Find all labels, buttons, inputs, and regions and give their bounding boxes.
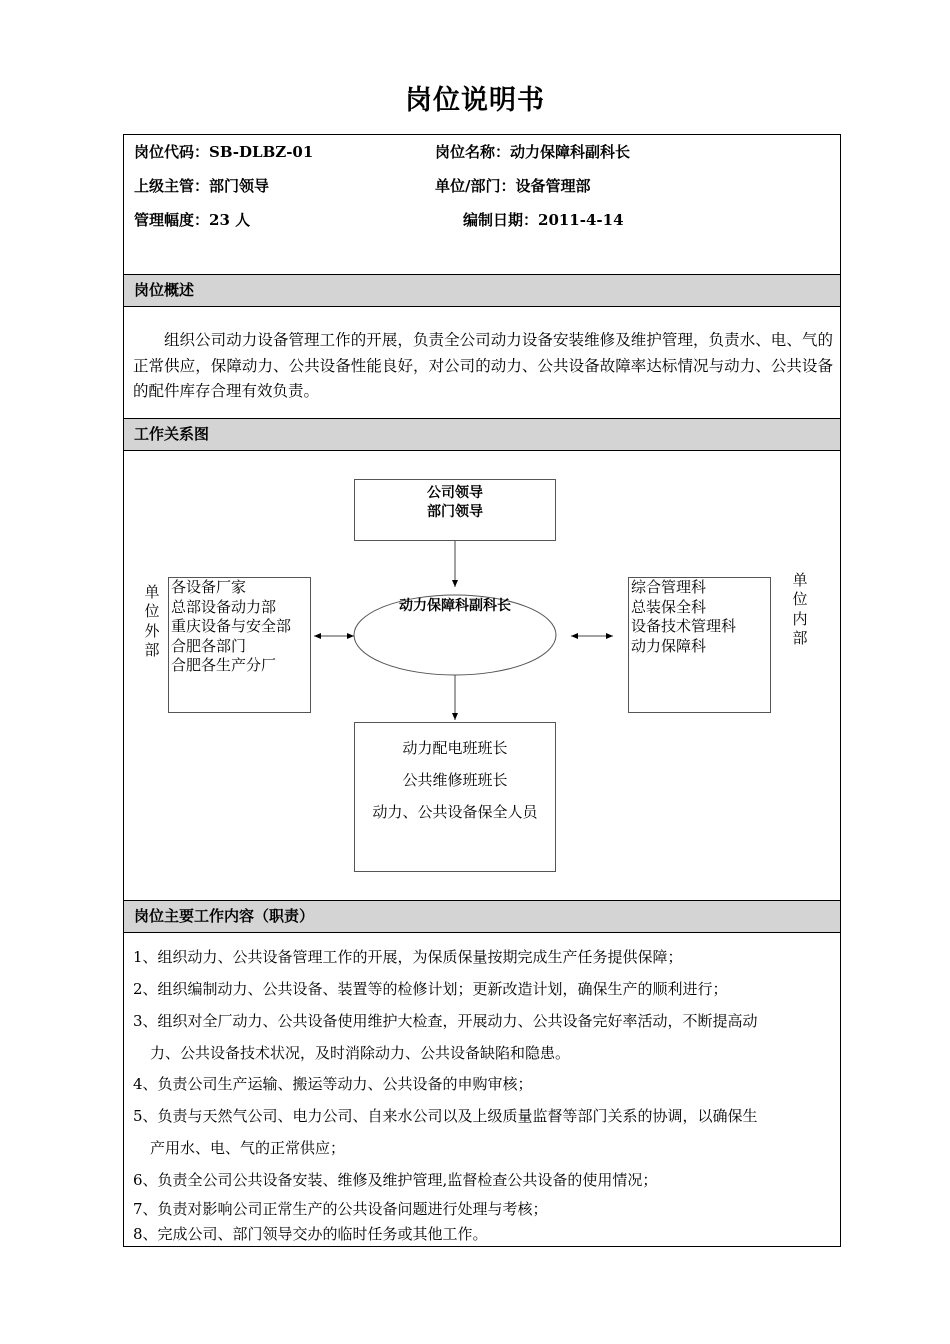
external-item: 各设备厂家	[171, 578, 247, 596]
internal-item: 总装保全科	[631, 597, 707, 616]
position-name: 岗位名称：动力保障科副科长	[435, 143, 631, 161]
top-box-line-1: 公司领导	[427, 485, 483, 501]
external-label-char: 部	[144, 641, 160, 659]
external-label-char: 外	[144, 622, 160, 640]
internal-label-char: 部	[792, 629, 808, 647]
internal-item: 综合管理科	[631, 578, 707, 596]
section-header-duties: 岗位主要工作内容（职责）	[124, 900, 840, 933]
department: 单位/部门：设备管理部	[435, 177, 591, 195]
management-span: 管理幅度：23 人	[134, 211, 251, 229]
internal-label-char: 单	[792, 571, 808, 589]
duty-item: 6、负责全公司公共设备安装、维修及维护管理,监督检查公共设备的使用情况；	[133, 1171, 658, 1189]
section-header-overview: 岗位概述	[124, 274, 840, 307]
duty-line: 力、公共设备技术状况，及时消除动力、公共设备缺陷和隐患。	[150, 1044, 571, 1062]
duty-item	[133, 1005, 758, 1069]
duty-item: 4、负责公司生产运输、搬运等动力、公共设备的申购审核；	[133, 1075, 533, 1093]
internal-item: 动力保障科	[631, 636, 707, 655]
external-label-char: 单	[144, 583, 160, 601]
external-label-char: 位	[144, 602, 160, 620]
superior: 上级主管：部门领导	[134, 177, 270, 195]
bottom-item: 动力配电班班长	[402, 739, 508, 757]
job-description-table	[123, 134, 841, 1247]
top-box	[354, 479, 556, 541]
internal-box	[628, 577, 771, 713]
section-header-relation: 工作关系图	[124, 418, 840, 451]
external-box	[168, 577, 311, 713]
internal-label-char: 位	[792, 590, 808, 608]
overview-text: 组织公司动力设备管理工作的开展，负责全公司动力设备安装维修及维护管理，负责水、电、气的正常供应，保障动力、公共设备性能良好，对公司的动力、公共设备故障率达标情况与动力、公共设备的配件库存合理有效负责。	[133, 331, 833, 400]
compile-date: 编制日期：2011-4-14	[463, 211, 624, 229]
internal-item: 设备技术管理科	[631, 617, 737, 635]
bottom-item: 动力、公共设备保全人员	[372, 803, 538, 821]
duty-item: 1、组织动力、公共设备管理工作的开展，为保质保量按期完成生产任务提供保障；	[133, 948, 683, 966]
external-item: 重庆设备与安全部	[171, 617, 292, 635]
duty-line: 产用水、电、气的正常供应；	[150, 1139, 346, 1157]
duty-item: 8、完成公司、部门领导交办的临时任务或其他工作。	[133, 1225, 488, 1243]
external-item: 合肥各生产分厂	[171, 656, 277, 674]
internal-label-char: 内	[792, 610, 808, 628]
duty-line: 3、组织对全厂动力、公共设备使用维护大检查，开展动力、公共设备完好率活动，不断提高动	[133, 1012, 758, 1030]
bottom-box	[354, 722, 556, 872]
bottom-item: 公共维修班班长	[402, 771, 508, 789]
position-code: 岗位代码：SB-DLBZ-01	[134, 143, 314, 161]
center-label: 动力保障科副科长	[399, 598, 511, 614]
external-item: 合肥各部门	[171, 636, 247, 655]
duty-item: 2、组织编制动力、公共设备、装置等的检修计划；更新改造计划，确保生产的顺利进行；	[133, 980, 728, 998]
top-box-line-2: 部门领导	[427, 504, 483, 520]
external-item: 总部设备动力部	[171, 597, 277, 616]
duty-item	[133, 1100, 758, 1164]
duty-item: 7、负责对影响公司正常生产的公共设备问题进行处理与考核；	[133, 1200, 548, 1218]
duty-line: 5、负责与天然气公司、电力公司、自来水公司以及上级质量监督等部门关系的协调，以确保生	[133, 1107, 758, 1125]
document-title: 岗位说明书	[405, 85, 545, 116]
